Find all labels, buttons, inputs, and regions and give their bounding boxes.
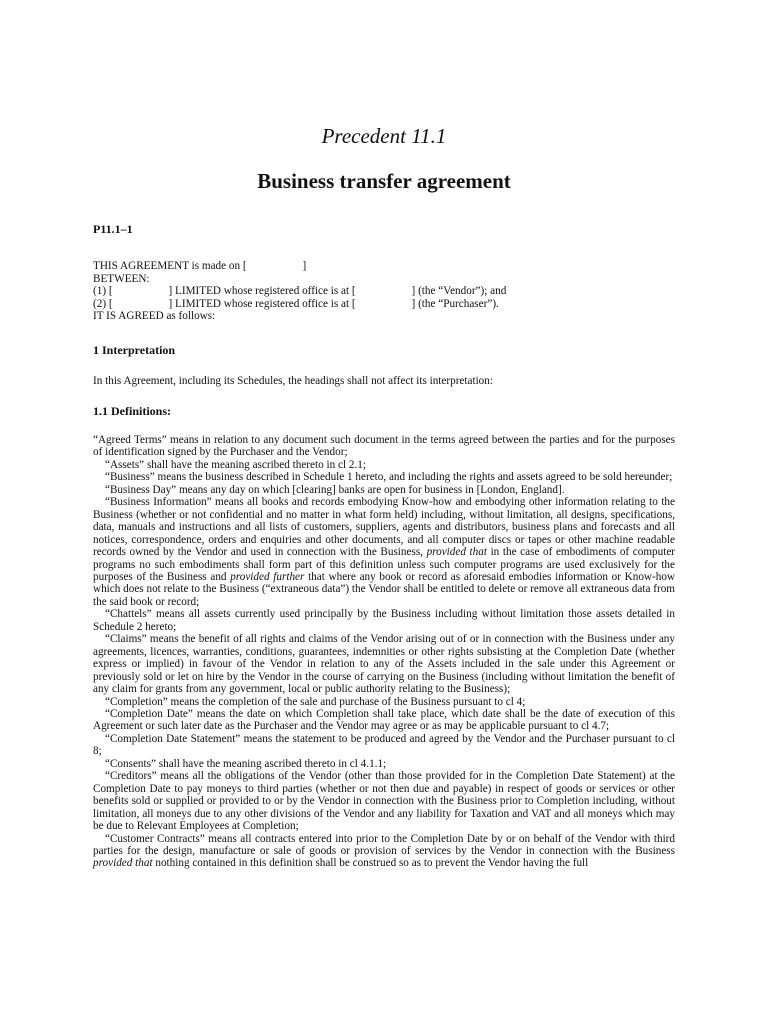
- definition-paragraph: “Completion Date” means the date on which Completion shall take place, which date shall be the date of execution of this Agreement or such later date as the Purchaser and the Vendor may agree or as may be applicable pursuant to cl 4.7;: [93, 707, 675, 733]
- precedent-label: Precedent 11.1: [321, 124, 447, 148]
- preamble-line: (2) [ ] LIMITED whose registered office is at [ ] (the “Purchaser”).: [93, 297, 499, 310]
- preamble-line: THIS AGREEMENT is made on [ ]: [93, 260, 307, 272]
- definition-paragraph: “Consents” shall have the meaning ascribed thereto in cl 4.1.1;: [105, 757, 387, 770]
- subsection-heading: 1.1 Definitions:: [93, 404, 171, 418]
- definition-paragraph: “Business Day” means any day on which [clearing] banks are open for business in [London, England].: [105, 483, 565, 496]
- definition-paragraph: “Claims” means the benefit of all rights and claims of the Vendor arising out of or in connection with the Business under any agreements, licences, warranties, conditions, guarantees, indemnities or other rights subsisting at the Completion Date (whether express or implied) in favour of the Vendor in relation to any of the Assets included in the sale under this Agreement or previously sold or let on hire by the Vendor in the course of carrying on the Business (including without limitation the benefit of any claim for grants from any government, local or public authority relating to the Business);: [93, 633, 675, 696]
- preamble: [93, 260, 675, 323]
- definition-paragraph: “Assets” shall have the meaning ascribed thereto in cl 2.1;: [105, 458, 366, 471]
- definition-paragraph: “Customer Contracts” means all contracts entered into prior to the Completion Date by or on behalf of the Vendor with third parties for the design, manufacture or sale of goods or provision of services by the Vendor in connection with the Business provided that nothing contained in this definition shall be construed so as to prevent the Vendor having the full: [93, 832, 675, 870]
- preamble-line: BETWEEN:: [93, 272, 150, 285]
- definition-paragraph: “Agreed Terms” means in relation to any document such document in the terms agreed between the parties and for the purposes of identification signed by the Purchaser and the Vendor;: [93, 434, 675, 459]
- definition-paragraph: “Business Information” means all books and records embodying Know-how and embodying other information relating to the Business (whether or not confidential and no matter in what form held) including, without limitation, all designs, specifications, data, manuals and instructions and all lists of customers, suppliers, agents and distributors, business plans and forecasts and all notices, correspondence, orders and enquiries and other documents, and all computer discs or tapes or other machine readable records owned by the Vendor and used in connection with the Business, provided that in the case of embodiments of computer programs no such embodiments shall form part of this definition unless such computer programs are used exclusively for the purposes of the Business and provided further that where any book or record as aforesaid embodies information or Know-how which does not relate to the Business (“extraneous data”) the Vendor shall be entitled to delete or remove all extraneous data from the said book or record;: [93, 496, 676, 608]
- intro-paragraph: In this Agreement, including its Schedules, the headings shall not affect its interpretation:: [93, 375, 493, 387]
- definition-paragraph: “Business” means the business described in Schedule 1 hereto, and including the rights and assets agreed to be sold hereunder;: [105, 471, 673, 484]
- preamble-line: IT IS AGREED as follows:: [93, 310, 216, 322]
- document-title: Business transfer agreement: [257, 169, 511, 193]
- definition-paragraph: “Completion” means the completion of the sale and purchase of the Business pursuant to cl 4;: [105, 695, 526, 708]
- preamble-line: (1) [ ] LIMITED whose registered office is at [ ] (the “Vendor”); and: [93, 285, 507, 297]
- section-heading: 1 Interpretation: [93, 343, 176, 357]
- definitions-list: [93, 434, 675, 870]
- reference-number: P11.1–1: [93, 222, 133, 236]
- definition-paragraph: “Chattels” means all assets currently used principally by the Business including without limitation those assets detailed in Schedule 2 hereto;: [93, 608, 675, 633]
- definition-paragraph: “Creditors” means all the obligations of the Vendor (other than those provided for in the Completion Date Statement) at the Completion Date to pay moneys to third parties (whether or not then due and payable) in respect of goods or services or other benefits sold or supplied or provided to or by the Vendor in connection with the Business prior to Completion including, without limitation, all moneys due to any other divisions of the Vendor and any liability for Taxation and VAT and all moneys which may be due to Relevant Employees at Completion;: [93, 770, 675, 833]
- definition-paragraph: “Completion Date Statement” means the statement to be produced and agreed by the Vendor and the Purchaser pursuant to cl 8;: [93, 732, 675, 758]
